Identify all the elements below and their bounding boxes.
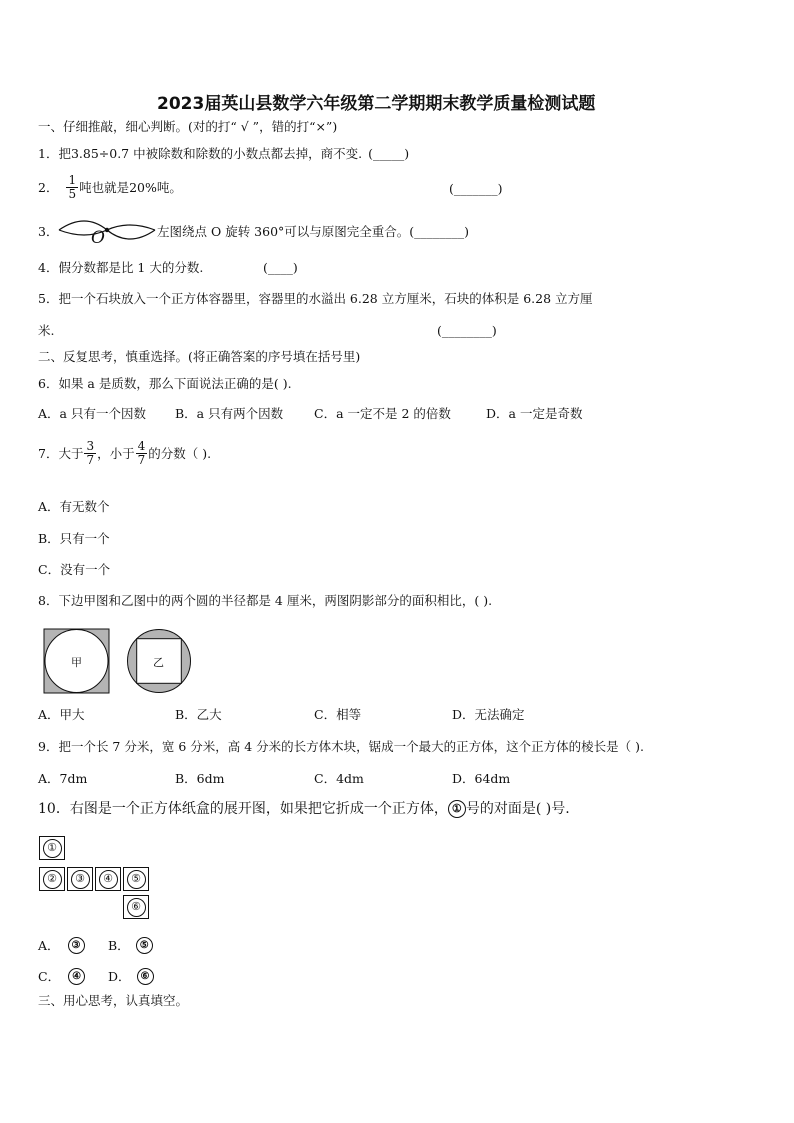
q10-option-d-value: ⑥: [137, 968, 154, 985]
section2-heading: 二、反复思考，慎重选择。(将正确答案的序号填在括号里): [38, 349, 361, 364]
q4-text: 假分数都是比 1 大的分数.: [58, 260, 204, 275]
q10-option-b-value: ⑤: [136, 937, 153, 954]
net-cell-4-label: ④: [99, 870, 118, 889]
q3-center-label: O: [91, 228, 105, 248]
q6-number: 6．: [38, 376, 59, 391]
question-1: [38, 146, 409, 162]
q9-option-c[interactable]: C．4dm: [314, 771, 364, 786]
q10-option-d-label: D．: [108, 968, 131, 984]
q10-option-a[interactable]: [38, 937, 85, 954]
q2-fraction: [66, 174, 78, 201]
q1-answer-blank[interactable]: (_____): [368, 146, 410, 161]
q2-answer-blank[interactable]: (_______): [449, 181, 503, 196]
q3-text-line: [157, 224, 469, 240]
q10-mark: ①: [448, 800, 466, 818]
q9-option-d[interactable]: D．64dm: [452, 771, 511, 786]
q8-text: 下边甲图和乙图中的两个圆的半径都是 4 厘米，两图阴影部分的面积相比，( ).: [58, 593, 493, 608]
q6-option-c[interactable]: C．a 一定不是 2 的倍数: [314, 406, 451, 421]
net-cell-3: [67, 867, 93, 891]
q7-number: 7．: [38, 445, 59, 461]
q5-text-continued: 米.: [38, 323, 55, 338]
q8-jia-label: 甲: [71, 656, 82, 669]
q8-option-a[interactable]: A．甲大: [38, 707, 85, 722]
q10-option-c-label: C．: [38, 968, 61, 984]
q9-text: 把一个长 7 分米，宽 6 分米，高 4 分米的长方体木块，锯成一个最大的正方体，这个正方体的棱长是（ ).: [58, 739, 644, 754]
q10-option-b[interactable]: [108, 937, 153, 954]
page-title: 2023届英山县数学六年级第二学期期末教学质量检测试题: [157, 94, 596, 114]
q7-fraction-2: [136, 440, 148, 467]
net-cell-4: [95, 867, 121, 891]
q10-option-c[interactable]: [38, 968, 85, 985]
q7-option-c[interactable]: C．没有一个: [38, 562, 111, 577]
q8-option-c[interactable]: C．相等: [314, 707, 362, 722]
q1-text: 把3.85÷0.7 中被除数和除数的小数点都去掉，商不变.: [58, 146, 363, 161]
q10-option-b-label: B．: [108, 937, 130, 953]
q7-option-a[interactable]: A．有无数个: [38, 499, 110, 514]
q6-text: 如果 a 是质数，那么下面说法正确的是( ).: [58, 376, 292, 391]
q4-answer-blank[interactable]: (____): [263, 260, 298, 275]
net-cell-6: [123, 895, 149, 919]
q2-fraction-denominator: 5: [68, 187, 77, 201]
section3-heading: 三、用心思考，认真填空。: [38, 993, 189, 1008]
q10-text-post: 号的对面是( )号.: [465, 801, 570, 817]
net-cell-2: [39, 867, 65, 891]
q9-option-b[interactable]: B．6dm: [175, 771, 225, 786]
q10-option-a-value: ③: [68, 937, 85, 954]
q4-number: 4．: [38, 260, 59, 275]
q5-text: 把一个石块放入一个正方体容器里，容器里的水溢出 6.28 立方厘米，石块的体积是 6.28 立方厘: [58, 291, 593, 306]
q9-number: 9．: [38, 739, 59, 754]
question-9: [38, 739, 644, 755]
q10-text-pre: 右图是一个正方体纸盒的展开图，如果把它折成一个正方体，: [69, 801, 448, 817]
q3-answer-blank[interactable]: (________): [409, 224, 470, 239]
q8-yi-label: 乙: [153, 656, 164, 669]
net-cell-1-label: ①: [43, 839, 62, 858]
q8-number: 8．: [38, 593, 59, 608]
q2-text: 吨也就是20%吨。: [79, 179, 182, 195]
q7-option-b[interactable]: B．只有一个: [38, 531, 110, 546]
q3-center-dot: [105, 228, 109, 232]
question-7: [38, 440, 211, 467]
net-cell-1: [39, 836, 65, 860]
q2-number: 2．: [38, 179, 59, 195]
q3-rotation-figure: [57, 214, 157, 248]
net-cell-2-label: ②: [43, 870, 62, 889]
question-10: [38, 800, 570, 818]
net-cell-5-label: ⑤: [127, 870, 146, 889]
q7-text-pre: 大于: [58, 445, 84, 461]
q6-option-b[interactable]: B．a 只有两个因数: [175, 406, 284, 421]
q9-option-a[interactable]: A．7dm: [38, 771, 88, 786]
q5-answer-blank[interactable]: (________): [437, 323, 497, 338]
q1-number: 1．: [38, 146, 59, 161]
q3-text: 左图绕点 O 旋转 360°可以与原图完全重合。: [157, 224, 410, 239]
question-4: [38, 260, 203, 276]
q3-number: 3．: [38, 224, 59, 239]
question-8: [38, 593, 492, 609]
net-cell-3-label: ③: [71, 870, 90, 889]
net-cell-5: [123, 867, 149, 891]
q7-fraction-1-denominator: 7: [86, 453, 95, 467]
q7-fraction-1: [84, 440, 96, 467]
q6-option-d[interactable]: D．a 一定是奇数: [486, 406, 583, 421]
net-cell-6-label: ⑥: [127, 898, 146, 917]
q7-fraction-1-numerator: 3: [86, 439, 95, 453]
question-6: [38, 376, 292, 392]
q7-fraction-2-numerator: 4: [137, 439, 146, 453]
q10-option-c-value: ④: [68, 968, 85, 985]
q6-option-a[interactable]: A．a 只有一个因数: [38, 406, 146, 421]
q8-option-d[interactable]: D．无法确定: [452, 707, 525, 722]
q10-number: 10．: [38, 801, 70, 817]
q7-text-mid: ，小于: [97, 445, 135, 461]
question-2: [38, 174, 182, 201]
q10-option-a-label: A．: [38, 937, 60, 953]
q7-fraction-2-denominator: 7: [137, 453, 146, 467]
q7-text-post: 的分数（ ).: [148, 445, 212, 461]
question-5: [38, 291, 593, 307]
q10-option-d[interactable]: [108, 968, 154, 985]
q8-option-b[interactable]: B．乙大: [175, 707, 222, 722]
q5-number: 5．: [38, 291, 59, 306]
section1-heading: 一、仔细推敲，细心判断。(对的打“ √ ”，错的打“×”): [38, 119, 338, 134]
q2-fraction-numerator: 1: [68, 173, 77, 187]
